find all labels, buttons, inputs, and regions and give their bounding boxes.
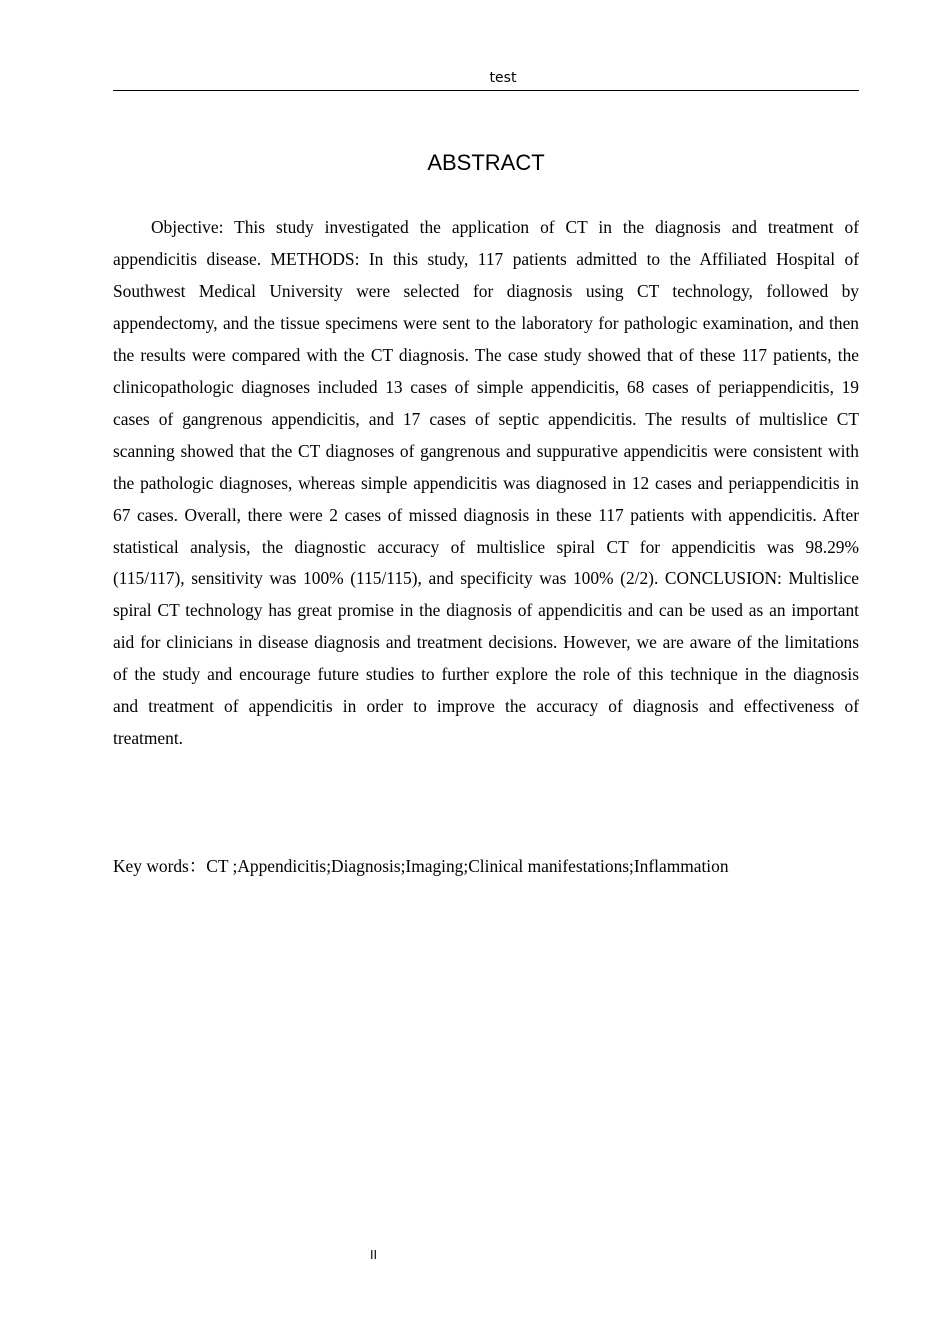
abstract-body: Objective: This study investigated the application of CT in the diagnosis and treatment of appendicitis disease. METHODS: In this study, 117 patients admitted to the Affiliated Hospital of Southwest Medical University were selected for diagnosis using CT technology, followed by appendectomy, and the tissue specimens were sent to the laboratory for pathologic examination, and then the results were compared with the CT diagnosis. The case study showed that of these 117 patients, the clinicopathologic diagnoses included 13 cases of simple appendicitis, 68 cases of periappendicitis, 19 cases of gangrenous appendicitis, and 17 cases of septic appendicitis. The results of multislice CT scanning showed that the CT diagnoses of gangrenous and suppurative appendicitis were consistent with the pathologic diagnoses, whereas simple appendicitis was diagnosed in 12 cases and periappendicitis in 67 cases. Overall, there were 2 cases of missed diagnosis in these 117 patients with appendicitis. After statistical analysis, the diagnostic accuracy of multislice spiral CT for appendicitis was 98.29% (115/117), sensitivity was 100% (115/115), and specificity was 100% (2/2). CONCLUSION: Multislice spiral CT technology has great promise in the diagnosis of appendicitis and can be used as an important aid for clinicians in disease diagnosis and treatment decisions. However, we are aware of the limitations of the study and encourage future studies to further explore the role of this technique in the diagnosis and treatment of appendicitis in order to improve the accuracy of diagnosis and effectiveness of treatment.	[113, 217, 859, 749]
keywords-line	[113, 851, 859, 882]
keywords-label: Key words：	[113, 856, 207, 876]
abstract-heading: ABSTRACT	[427, 150, 545, 175]
keywords-terms: CT ;Appendicitis;Diagnosis;Imaging;Clinical manifestations;Inflammation	[206, 856, 729, 876]
running-header-title: test	[489, 70, 517, 86]
page-header	[113, 68, 859, 91]
page-number: II	[370, 1248, 378, 1262]
